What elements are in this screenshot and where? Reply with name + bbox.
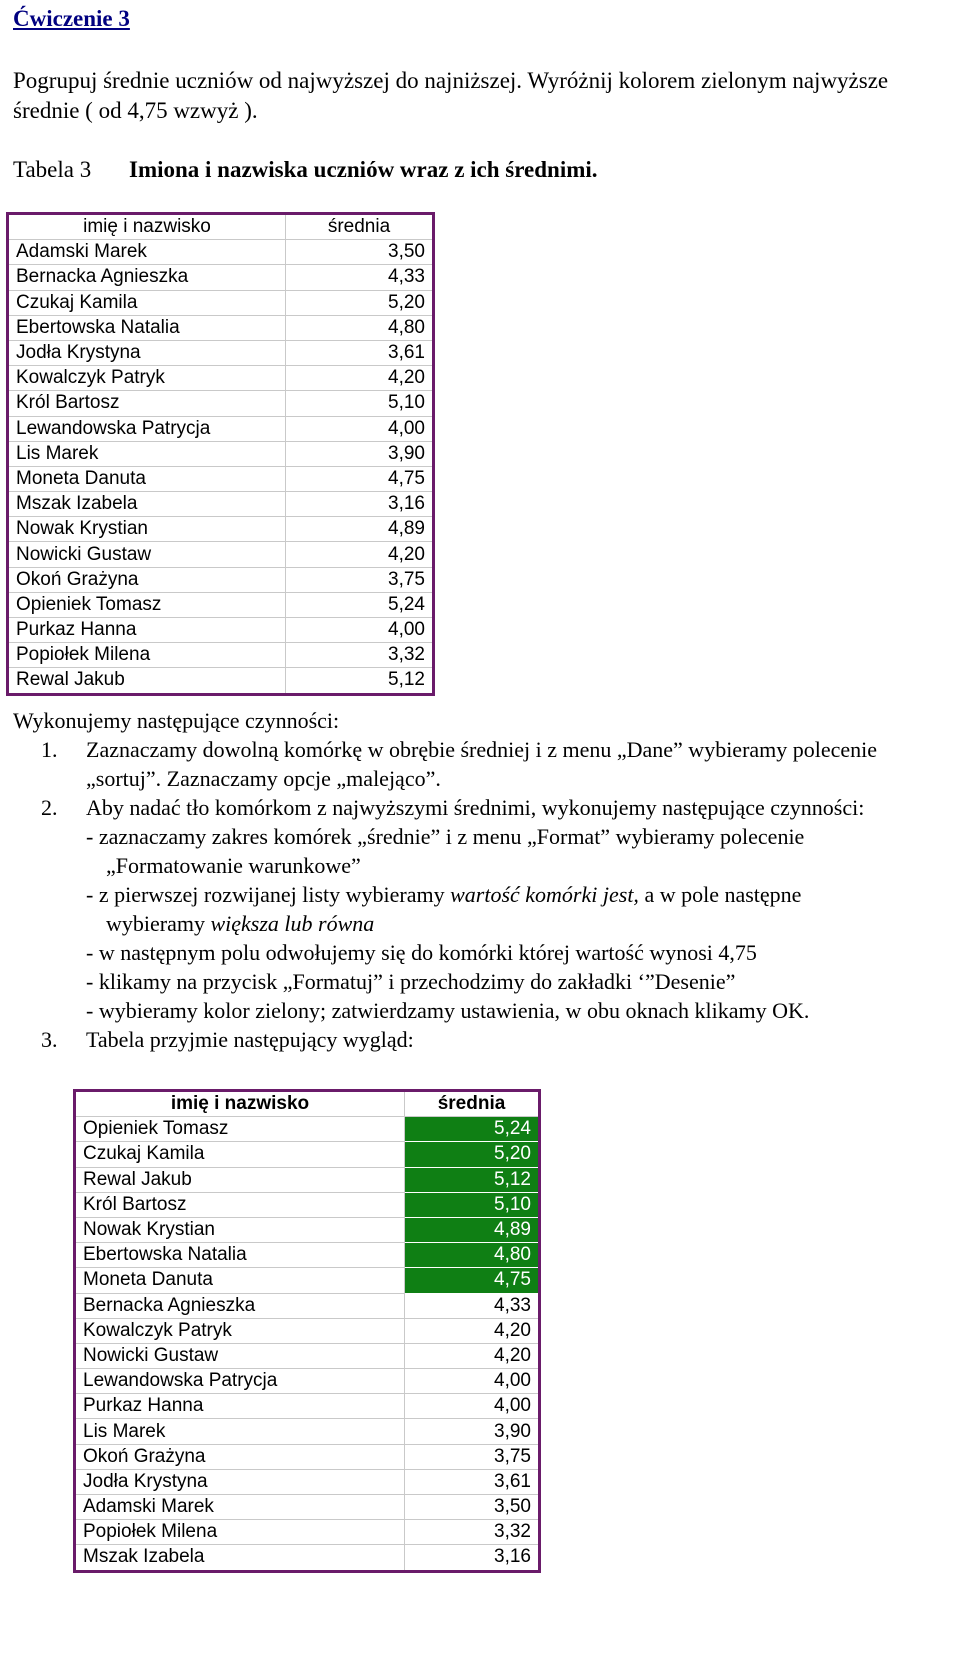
- table-row: [75, 1318, 540, 1343]
- table-row: [75, 1268, 540, 1293]
- student-average-cell: 4,80: [405, 1243, 540, 1268]
- exercise-instructions: Pogrupuj średnie uczniów od najwyższej do najniższej. Wyróżnij kolorem zielonym najwyższe średnie ( od 4,75 wzwyż ).: [13, 68, 889, 123]
- student-average-cell: 4,20: [286, 542, 434, 567]
- student-average-cell: 4,20: [286, 366, 434, 391]
- table-header-row: [8, 214, 434, 240]
- step-2-substep: [13, 822, 953, 880]
- table-row: [8, 240, 434, 265]
- table-row: [75, 1419, 540, 1444]
- student-average-cell: 3,32: [405, 1520, 540, 1545]
- student-average-cell: 4,00: [286, 416, 434, 441]
- table-row: [8, 542, 434, 567]
- student-average-cell: 3,61: [286, 340, 434, 365]
- step-number: 2.: [41, 795, 58, 820]
- student-average-cell: 4,20: [405, 1318, 540, 1343]
- student-name-cell: Nowicki Gustaw: [75, 1343, 405, 1368]
- exercise-title: Ćwiczenie 3: [13, 6, 130, 31]
- student-average-cell: 3,16: [405, 1545, 540, 1571]
- substep-text: - z pierwszej rozwijanej listy wybieramy: [86, 882, 451, 907]
- student-average-cell: 4,33: [405, 1293, 540, 1318]
- table-row: [8, 441, 434, 466]
- table-row: [75, 1495, 540, 1520]
- student-name-cell: Lis Marek: [75, 1419, 405, 1444]
- student-name-cell: Purkaz Hanna: [8, 618, 286, 643]
- student-name-cell: Król Bartosz: [75, 1192, 405, 1217]
- student-average-cell: 4,75: [286, 466, 434, 491]
- student-average-cell: 3,50: [405, 1495, 540, 1520]
- substep-emphasis: wartość komórki jest,: [450, 882, 639, 907]
- table-row: [75, 1394, 540, 1419]
- table-row: [8, 668, 434, 694]
- student-average-cell: 3,90: [405, 1419, 540, 1444]
- students-table-sorted: [73, 1089, 541, 1573]
- student-name-cell: Lewandowska Patrycja: [75, 1369, 405, 1394]
- student-name-cell: Bernacka Agnieszka: [75, 1293, 405, 1318]
- student-name-cell: Opieniek Tomasz: [8, 592, 286, 617]
- student-name-cell: Czukaj Kamila: [8, 290, 286, 315]
- header-name: imię i nazwisko: [75, 1091, 405, 1117]
- student-name-cell: Mszak Izabela: [75, 1545, 405, 1571]
- student-name-cell: Lewandowska Patrycja: [8, 416, 286, 441]
- table-row: [75, 1545, 540, 1571]
- step-number: 3.: [41, 1027, 58, 1052]
- student-name-cell: Moneta Danuta: [75, 1268, 405, 1293]
- table-row: [75, 1343, 540, 1368]
- table-row: [8, 391, 434, 416]
- table-row: [75, 1217, 540, 1242]
- student-average-cell: 4,00: [405, 1369, 540, 1394]
- table-row: [8, 643, 434, 668]
- student-average-cell: 3,90: [286, 441, 434, 466]
- step-number: 1.: [41, 737, 58, 762]
- table-row: [8, 416, 434, 441]
- student-name-cell: Ebertowska Natalia: [8, 315, 286, 340]
- substep-line: [86, 909, 953, 938]
- table-row: [8, 340, 434, 365]
- student-average-cell: 5,12: [286, 668, 434, 694]
- table-row: [8, 517, 434, 542]
- student-name-cell: Rewal Jakub: [75, 1167, 405, 1192]
- student-name-cell: Purkaz Hanna: [75, 1394, 405, 1419]
- student-average-cell: 3,61: [405, 1469, 540, 1494]
- student-name-cell: Nowak Krystian: [75, 1217, 405, 1242]
- table-row: [8, 567, 434, 592]
- step-2-substep: [13, 996, 953, 1025]
- table-row: [8, 265, 434, 290]
- student-average-cell: 4,89: [405, 1217, 540, 1242]
- table-row: [75, 1293, 540, 1318]
- student-average-cell: 3,75: [286, 567, 434, 592]
- table-row: [75, 1469, 540, 1494]
- table-row: [75, 1520, 540, 1545]
- student-name-cell: Czukaj Kamila: [75, 1142, 405, 1167]
- steps-list: [13, 706, 953, 1054]
- table-row: [75, 1444, 540, 1469]
- step-2-substep: [13, 938, 953, 967]
- substep-line: - w następnym polu odwołujemy się do komórki której wartość wynosi 4,75: [86, 940, 757, 965]
- student-average-cell: 3,32: [286, 643, 434, 668]
- table-header-row: [75, 1091, 540, 1117]
- student-name-cell: Kowalczyk Patryk: [8, 366, 286, 391]
- student-name-cell: Kowalczyk Patryk: [75, 1318, 405, 1343]
- table-row: [75, 1243, 540, 1268]
- student-name-cell: Bernacka Agnieszka: [8, 265, 286, 290]
- student-average-cell: 5,24: [405, 1117, 540, 1142]
- student-name-cell: Jodła Krystyna: [75, 1469, 405, 1494]
- student-name-cell: Nowicki Gustaw: [8, 542, 286, 567]
- student-name-cell: Ebertowska Natalia: [75, 1243, 405, 1268]
- student-average-cell: 5,10: [405, 1192, 540, 1217]
- student-average-cell: 4,33: [286, 265, 434, 290]
- substep-text: a w pole następne: [638, 882, 802, 907]
- header-average: średnia: [405, 1091, 540, 1117]
- student-name-cell: Rewal Jakub: [8, 668, 286, 694]
- substep-line: - zaznaczamy zakres komórek „średnie” i z menu „Format” wybieramy polecenie: [86, 824, 805, 849]
- step-2-substep: [13, 967, 953, 996]
- table-caption-label: Tabela 3: [13, 157, 92, 182]
- table-row: [8, 315, 434, 340]
- student-name-cell: Popiołek Milena: [75, 1520, 405, 1545]
- table-row: [75, 1117, 540, 1142]
- table-row: [8, 366, 434, 391]
- student-name-cell: Popiołek Milena: [8, 643, 286, 668]
- student-name-cell: Nowak Krystian: [8, 517, 286, 542]
- substep-line: „Formatowanie warunkowe”: [106, 853, 361, 878]
- student-name-cell: Okoń Grażyna: [75, 1444, 405, 1469]
- student-average-cell: 4,00: [405, 1394, 540, 1419]
- student-average-cell: 5,10: [286, 391, 434, 416]
- student-average-cell: 5,12: [405, 1167, 540, 1192]
- step-3: [13, 1025, 953, 1054]
- student-average-cell: 4,89: [286, 517, 434, 542]
- student-name-cell: Mszak Izabela: [8, 492, 286, 517]
- student-name-cell: Jodła Krystyna: [8, 340, 286, 365]
- student-average-cell: 4,80: [286, 315, 434, 340]
- table-row: [75, 1192, 540, 1217]
- student-average-cell: 5,20: [286, 290, 434, 315]
- student-average-cell: 4,20: [405, 1343, 540, 1368]
- step-text: Aby nadać tło komórkom z najwyższymi średnimi, wykonujemy następujące czynności:: [86, 795, 865, 820]
- substep-emphasis: większa lub równa: [210, 911, 375, 936]
- student-average-cell: 5,24: [286, 592, 434, 617]
- table-row: [8, 290, 434, 315]
- table-row: [8, 618, 434, 643]
- steps-intro: Wykonujemy następujące czynności:: [13, 708, 340, 733]
- student-name-cell: Opieniek Tomasz: [75, 1117, 405, 1142]
- student-name-cell: Adamski Marek: [75, 1495, 405, 1520]
- step-2-substep: [13, 880, 953, 938]
- step-text: Tabela przyjmie następujący wygląd:: [86, 1027, 414, 1052]
- substep-line: [86, 880, 953, 909]
- step-2: [13, 793, 953, 822]
- student-name-cell: Adamski Marek: [8, 240, 286, 265]
- table-row: [75, 1142, 540, 1167]
- student-name-cell: Lis Marek: [8, 441, 286, 466]
- substep-line: - klikamy na przycisk „Formatuj” i przechodzimy do zakładki ‘”Desenie”: [86, 969, 736, 994]
- step-text: Zaznaczamy dowolną komórkę w obrębie średniej i z menu „Dane” wybieramy polecenie „sortuj”. Zaznaczamy opcje „malejąco”.: [86, 737, 878, 791]
- table-row: [75, 1369, 540, 1394]
- header-average: średnia: [286, 214, 434, 240]
- table-caption: [13, 157, 598, 183]
- table-row: [8, 592, 434, 617]
- substep-text: wybieramy: [106, 911, 211, 936]
- step-1: [13, 735, 953, 793]
- table-row: [8, 466, 434, 491]
- student-average-cell: 3,50: [286, 240, 434, 265]
- student-name-cell: Król Bartosz: [8, 391, 286, 416]
- table-row: [8, 492, 434, 517]
- student-name-cell: Okoń Grażyna: [8, 567, 286, 592]
- student-average-cell: 4,75: [405, 1268, 540, 1293]
- header-name: imię i nazwisko: [8, 214, 286, 240]
- student-average-cell: 5,20: [405, 1142, 540, 1167]
- table-row: [75, 1167, 540, 1192]
- student-average-cell: 3,16: [286, 492, 434, 517]
- student-average-cell: 4,00: [286, 618, 434, 643]
- table-caption-text: Imiona i nazwiska uczniów wraz z ich średnimi.: [129, 157, 598, 182]
- substep-line: - wybieramy kolor zielony; zatwierdzamy ustawienia, w obu oknach klikamy OK.: [86, 998, 810, 1023]
- student-name-cell: Moneta Danuta: [8, 466, 286, 491]
- student-average-cell: 3,75: [405, 1444, 540, 1469]
- students-table-unsorted: [6, 212, 435, 696]
